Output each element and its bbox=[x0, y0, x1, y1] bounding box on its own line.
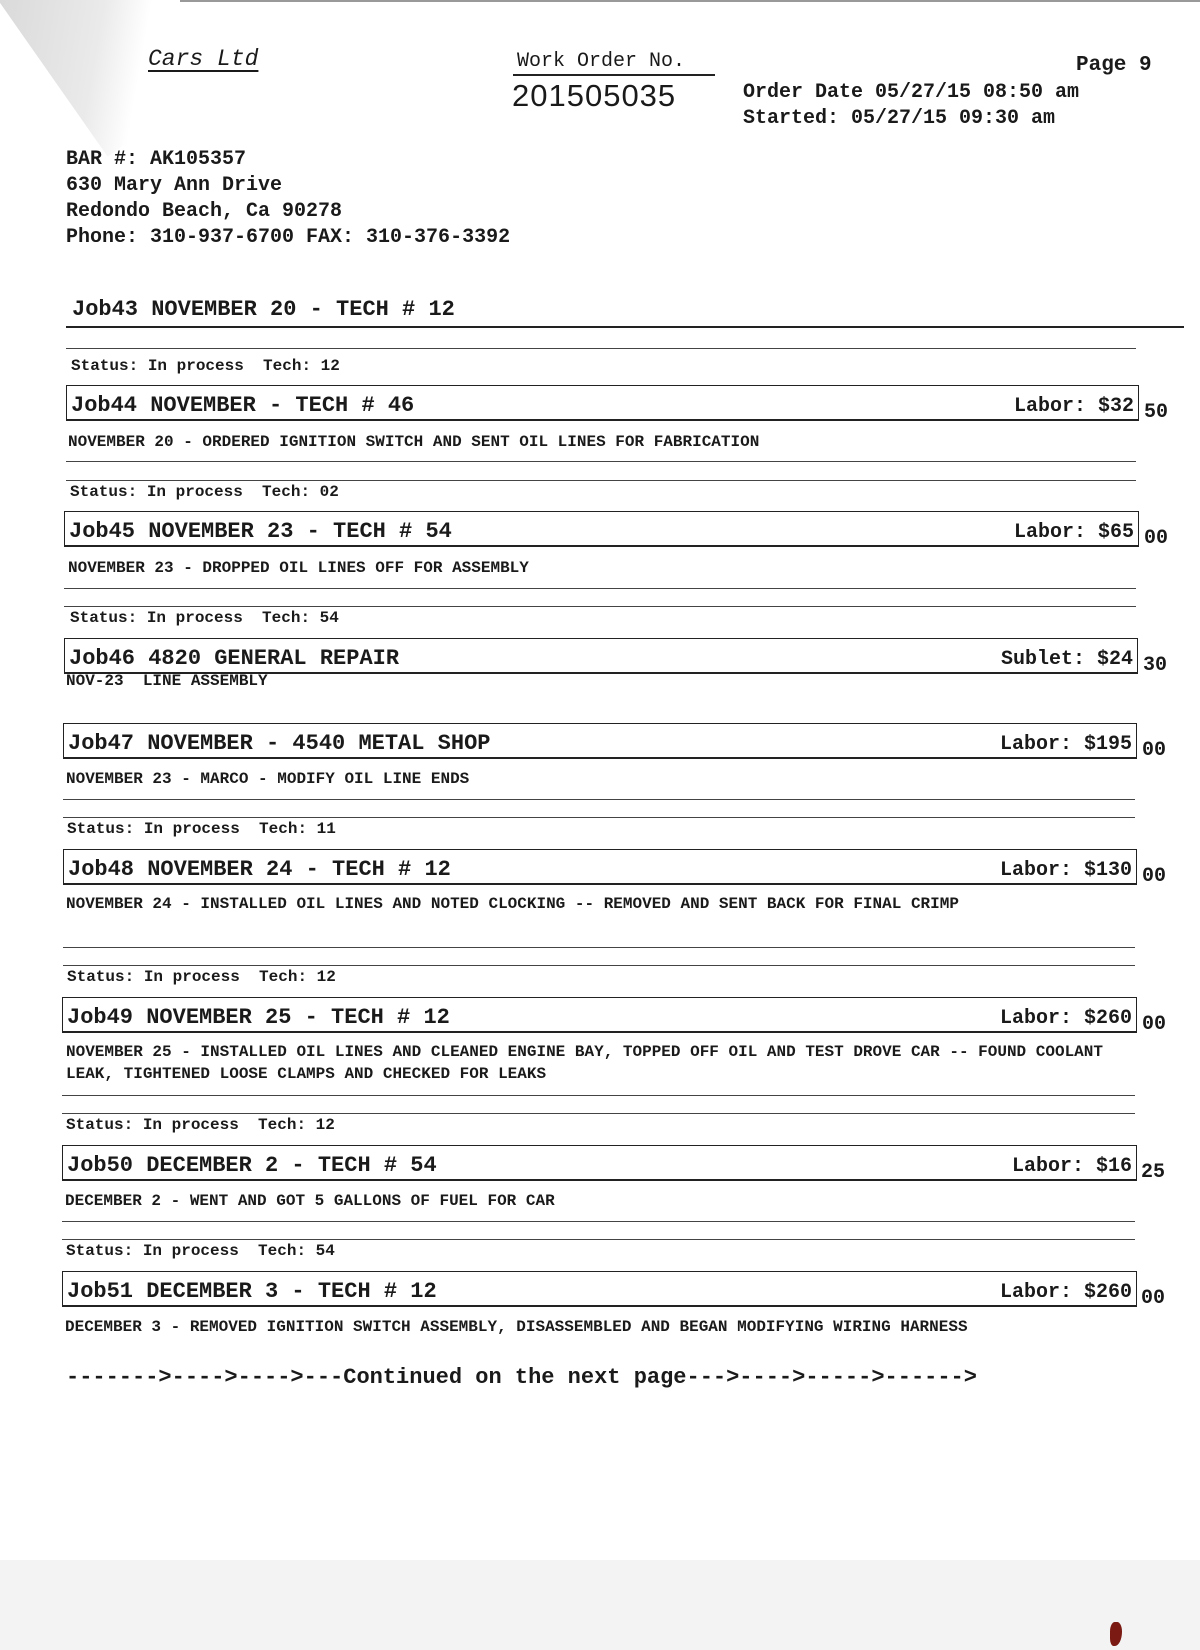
job-amount-cents: 00 bbox=[1142, 865, 1167, 888]
job-description: NOVEMBER 23 - MARCO - MODIFY OIL LINE ENDS bbox=[66, 770, 470, 788]
job-amount: Labor: $260 bbox=[999, 1007, 1132, 1030]
divider bbox=[66, 461, 1136, 462]
job-status: Status: In process Tech: 12 bbox=[71, 357, 340, 375]
job-amount-cents: 00 bbox=[1141, 1287, 1166, 1310]
job-description: NOV-23 LINE ASSEMBLY bbox=[66, 672, 268, 690]
job-description: DECEMBER 2 - WENT AND GOT 5 GALLONS OF FUEL FOR CAR bbox=[65, 1192, 555, 1210]
divider bbox=[62, 1239, 1135, 1240]
job-header-box bbox=[62, 1145, 1137, 1181]
job-title: Job45 NOVEMBER 23 - TECH # 54 bbox=[69, 519, 452, 544]
top-edge-rule bbox=[180, 0, 1200, 2]
order-date: Order Date 05/27/15 08:50 am bbox=[743, 81, 1080, 104]
job-amount: Labor: $130 bbox=[999, 859, 1132, 882]
continued-notice: ------->---->---->---Continued on the next page--->---->----->------> bbox=[66, 1365, 977, 1390]
job-header-box bbox=[62, 1271, 1137, 1307]
city-address: Redondo Beach, Ca 90278 bbox=[66, 200, 343, 223]
job-description: DECEMBER 3 - REMOVED IGNITION SWITCH ASSEMBLY, DISASSEMBLED AND BEGAN MODIFYING WIRING HARNESS bbox=[65, 1318, 968, 1336]
work-order-number: 201505035 bbox=[512, 78, 677, 113]
divider bbox=[63, 817, 1135, 818]
job-amount: Labor: $32 bbox=[1013, 395, 1134, 418]
divider bbox=[64, 606, 1136, 607]
divider bbox=[63, 799, 1135, 800]
job-amount-cents: 30 bbox=[1143, 654, 1168, 677]
job-amount-cents: 00 bbox=[1144, 527, 1169, 550]
job-amount: Labor: $260 bbox=[999, 1281, 1132, 1304]
divider bbox=[62, 1113, 1135, 1114]
job-header-box bbox=[63, 849, 1137, 885]
divider bbox=[62, 1221, 1135, 1222]
job-header-box bbox=[64, 638, 1138, 674]
job-amount-cents: 00 bbox=[1142, 1013, 1167, 1036]
job-header-box bbox=[64, 511, 1139, 547]
job-header-box bbox=[66, 385, 1139, 421]
job-status: Status: In process Tech: 54 bbox=[70, 609, 339, 627]
job-status: Status: In process Tech: 11 bbox=[67, 820, 336, 838]
divider bbox=[64, 588, 1136, 589]
job-status: Status: In process Tech: 12 bbox=[67, 968, 336, 986]
divider bbox=[66, 326, 1184, 328]
job-title: Job48 NOVEMBER 24 - TECH # 12 bbox=[68, 857, 451, 882]
job-title: Job47 NOVEMBER - 4540 METAL SHOP bbox=[68, 731, 491, 756]
job-amount: Labor: $65 bbox=[1013, 521, 1134, 544]
street-address: 630 Mary Ann Drive bbox=[66, 174, 283, 197]
started-date: Started: 05/27/15 09:30 am bbox=[743, 107, 1056, 130]
folded-corner bbox=[0, 0, 271, 157]
work-order-label: Work Order No. bbox=[517, 50, 686, 73]
job-header-box bbox=[62, 997, 1137, 1033]
job-title: Job51 DECEMBER 3 - TECH # 12 bbox=[67, 1279, 437, 1304]
company-name: Cars Ltd bbox=[148, 46, 259, 72]
job-title: Job49 NOVEMBER 25 - TECH # 12 bbox=[67, 1005, 450, 1030]
bar-number: BAR #: AK105357 bbox=[66, 148, 247, 171]
job-amount: Labor: $195 bbox=[999, 733, 1132, 756]
job-header-box bbox=[63, 723, 1137, 759]
job-title: Job50 DECEMBER 2 - TECH # 54 bbox=[67, 1153, 437, 1178]
job-title: Job46 4820 GENERAL REPAIR bbox=[69, 646, 400, 671]
job-description: NOVEMBER 20 - ORDERED IGNITION SWITCH AND SENT OIL LINES FOR FABRICATION bbox=[68, 433, 760, 451]
job-description: NOVEMBER 23 - DROPPED OIL LINES OFF FOR ASSEMBLY bbox=[68, 559, 529, 577]
divider bbox=[62, 1095, 1135, 1096]
page-number: Page 9 bbox=[1076, 54, 1152, 77]
job-status: Status: In process Tech: 54 bbox=[66, 1242, 335, 1260]
job-title: Job43 NOVEMBER 20 - TECH # 12 bbox=[72, 297, 455, 322]
job-amount-cents: 50 bbox=[1144, 401, 1169, 424]
job-status: Status: In process Tech: 12 bbox=[66, 1116, 335, 1134]
divider bbox=[63, 947, 1135, 948]
work-order-underline bbox=[513, 74, 715, 76]
phone-fax: Phone: 310-937-6700 FAX: 310-376-3392 bbox=[66, 226, 511, 249]
divider bbox=[66, 348, 1136, 349]
job-amount-cents: 00 bbox=[1142, 739, 1167, 762]
job-description: NOVEMBER 24 - INSTALLED OIL LINES AND NOTED CLOCKING -- REMOVED AND SENT BACK FOR FINAL CRIMP bbox=[66, 895, 959, 913]
divider bbox=[63, 965, 1135, 966]
scan-bottom-shadow bbox=[0, 1560, 1200, 1650]
job-amount-cents: 25 bbox=[1141, 1161, 1166, 1184]
job-amount: Sublet: $24 bbox=[1000, 648, 1133, 671]
job-amount: Labor: $16 bbox=[1011, 1155, 1132, 1178]
job-description: NOVEMBER 25 - INSTALLED OIL LINES AND CLEANED ENGINE BAY, TOPPED OFF OIL AND TEST DROVE CAR -- FOUND COOLANT LEAK, TIGHTENED LOOSE CLAMPS AND CHECKED FOR LEAKS bbox=[66, 1043, 1113, 1083]
divider bbox=[66, 480, 1136, 481]
job-title: Job44 NOVEMBER - TECH # 46 bbox=[71, 393, 415, 418]
job-status: Status: In process Tech: 02 bbox=[70, 483, 339, 501]
